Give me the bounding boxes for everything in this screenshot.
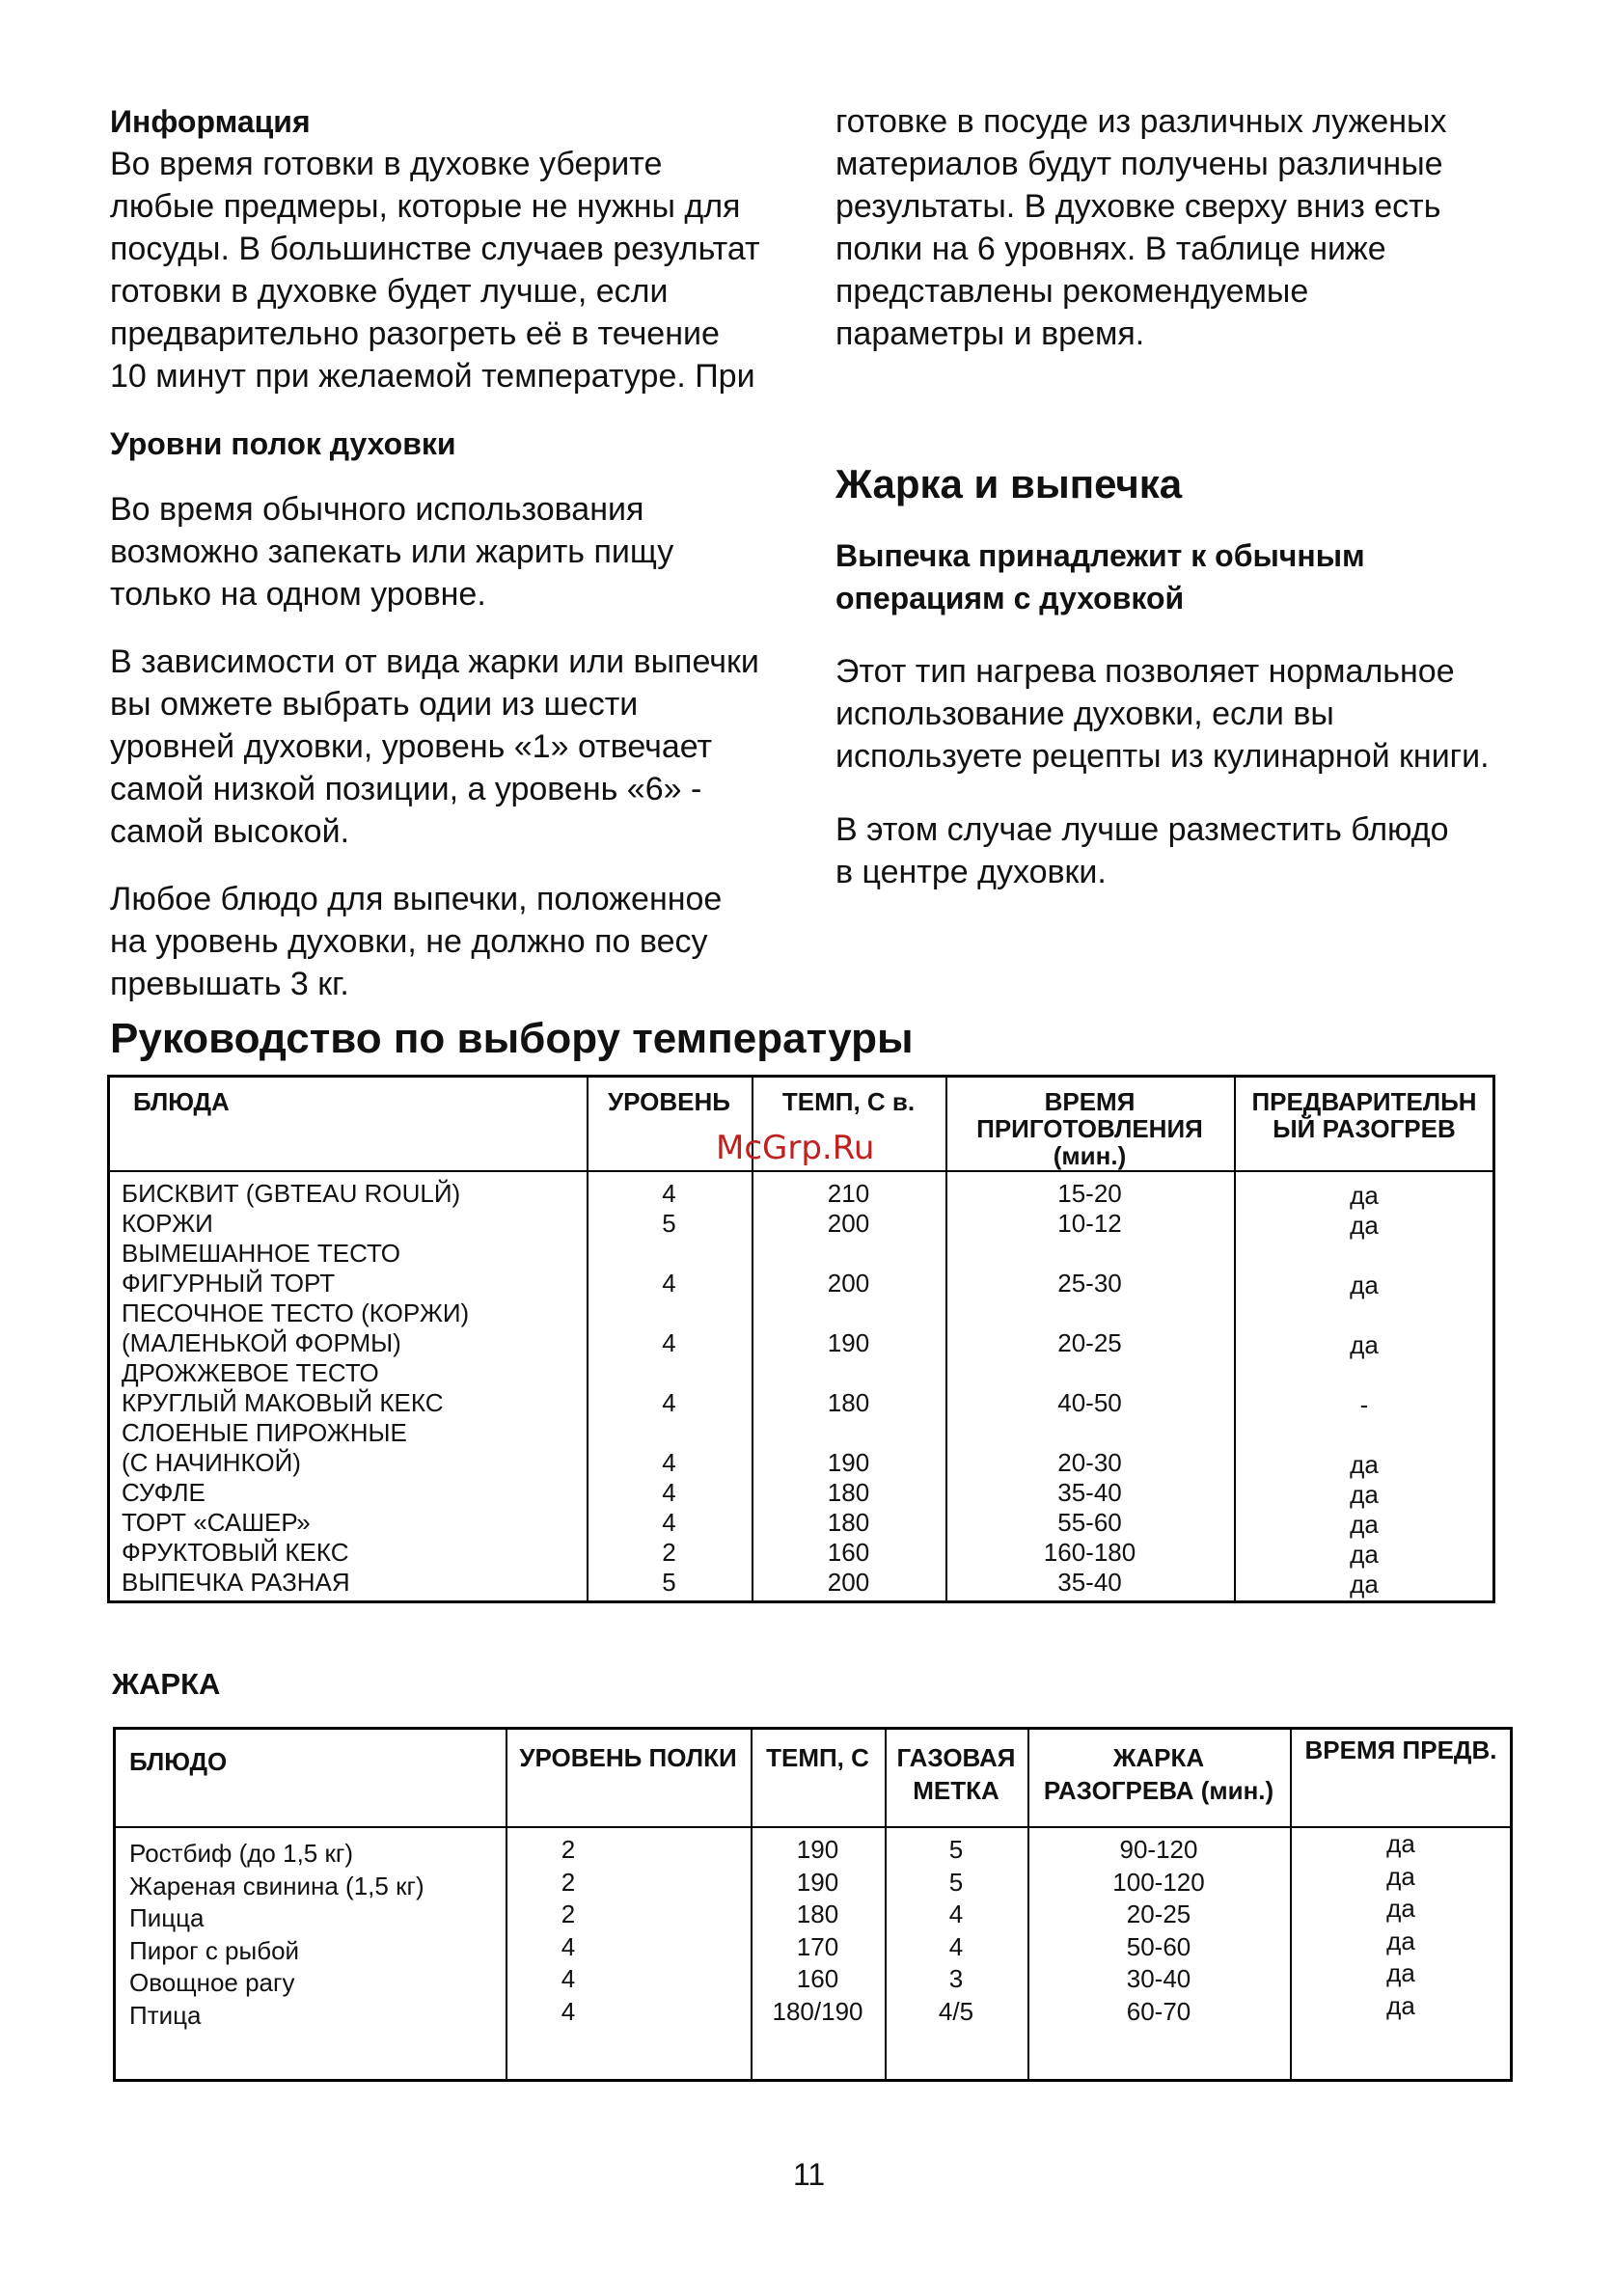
watermark: McGrp.Ru (716, 1129, 875, 1167)
guide-row-dish: ВЫМЕШАННОЕ ТЕСТО (122, 1239, 400, 1268)
info-line: посуды. В большинстве случаев результат (110, 231, 760, 267)
roast-row-temp: 190 (796, 1835, 839, 1864)
guide-row-temp: 200 (827, 1209, 870, 1238)
guide-row-dish: ВЫПЕЧКА РАЗНАЯ (122, 1568, 350, 1597)
levels-text-line: превышать 3 кг. (110, 966, 349, 1002)
levels-text-line: возможно запекать или жарить пищу (110, 533, 674, 570)
guide-row-level: 5 (662, 1209, 676, 1238)
header-temp: ТЕМП, С в. (781, 1087, 916, 1116)
right-continuation (835, 100, 1511, 355)
guide-title: Руководство по выбору температуры (110, 1015, 914, 1062)
levels-text-line: В зависимости от вида жарки или выпечки (110, 643, 759, 680)
info-line: 10 минут при желаемой температуре. При (110, 358, 755, 395)
baking-text-line: Этот тип нагрева позволяет нормальное (835, 653, 1455, 690)
roast-row-time: 60-70 (1126, 1996, 1191, 2026)
levels-text-line: на уровень духовки, не должно по весу (110, 923, 708, 960)
page-number: 11 (793, 2157, 826, 2192)
roast-row-dish: Пицца (129, 1903, 205, 1932)
header-temp: ТЕМП, С (766, 1743, 869, 1772)
roast-row-temp: 190 (796, 1867, 839, 1897)
header-gas: ГАЗОВАЯ (896, 1743, 1016, 1772)
roast-row-preheat: да (1386, 1829, 1415, 1858)
guide-row-time: 10-12 (1057, 1209, 1122, 1238)
roast-row-level: 4 (561, 1964, 576, 1993)
roast-row-level: 2 (561, 1900, 576, 1928)
roast-row-preheat: да (1386, 1926, 1415, 1955)
guide-row-temp: 200 (827, 1269, 870, 1298)
guide-row-time: 20-30 (1057, 1448, 1122, 1477)
roast-row-time: 30-40 (1126, 1964, 1191, 1993)
guide-row-preheat: да (1350, 1181, 1379, 1210)
guide-row-preheat: да (1350, 1271, 1379, 1299)
guide-row-temp: 180 (827, 1508, 870, 1537)
levels-text-line: Во время обычного использования (110, 491, 644, 528)
guide-row-preheat: да (1350, 1211, 1379, 1240)
roast-row-preheat: да (1386, 1958, 1415, 1987)
guide-row-temp: 180 (827, 1478, 870, 1507)
baking-text-line: используете рецепты из кулинарной книги. (835, 738, 1490, 775)
guide-row-preheat: да (1350, 1510, 1379, 1539)
guide-row-time: 20-25 (1057, 1328, 1122, 1357)
guide-row-dish: КОРЖИ (122, 1209, 213, 1238)
roast-row-gas: 4 (948, 1931, 964, 1961)
guide-row-preheat: да (1350, 1570, 1379, 1599)
guide-row-dish: ТОРТ «САШЕР» (122, 1508, 311, 1537)
roast-row-dish: Жареная свинина (1,5 кг) (129, 1871, 424, 1900)
header-preheat: ЫЙ РАЗОГРЕВ (1273, 1114, 1456, 1143)
header-gas: МЕТКА (913, 1776, 999, 1805)
info-line: готовки в духовке будет лучше, если (110, 273, 669, 310)
roast-row-gas: 3 (948, 1964, 964, 1993)
guide-row-temp: 190 (827, 1448, 870, 1477)
cont-line: параметры и время. (835, 315, 1145, 352)
guide-row-level: 4 (662, 1448, 676, 1477)
roast-row-time: 50-60 (1126, 1931, 1191, 1961)
guide-row-level: 2 (662, 1538, 676, 1567)
header-preheat: ПРЕДВАРИТЕЛЬН (1251, 1087, 1477, 1116)
header-time: ПРИГОТОВЛЕНИЯ (976, 1114, 1203, 1143)
roast-row-level: 2 (561, 1867, 576, 1897)
header-preheat: ВРЕМЯ ПРЕДВ. (1304, 1736, 1497, 1764)
levels-text-line: самой низкой позиции, а уровень «6» - (110, 771, 702, 807)
cont-line: готовке в посуде из различных луженых (835, 103, 1447, 140)
roast-row-gas: 4/5 (938, 1996, 974, 2026)
levels-text-line: Любое блюдо для выпечки, положенное (110, 881, 723, 917)
guide-row-dish: ДРОЖЖЕВОЕ ТЕСТО (122, 1358, 379, 1387)
guide-row-time: 35-40 (1057, 1478, 1122, 1507)
roast-row-level: 4 (561, 1931, 576, 1961)
header-time: (мин.) (1053, 1141, 1127, 1170)
baking-text-line: использование духовки, если вы (835, 696, 1334, 732)
roast-row-temp: 180/190 (772, 1996, 863, 2026)
baking-text-line: в центре духовки. (835, 854, 1107, 890)
roast-row-level: 2 (561, 1835, 576, 1864)
roast-row-dish: Пирог с рыбой (129, 1935, 300, 1965)
guide-row-time: 35-40 (1057, 1568, 1122, 1597)
info-line: Во время готовки в духовке уберите (110, 146, 663, 182)
guide-row-temp: 180 (827, 1388, 870, 1417)
roast-row-preheat: да (1386, 1894, 1415, 1923)
header-divider (110, 1170, 1492, 1172)
roast-row-temp: 160 (796, 1964, 839, 1993)
info-section (110, 100, 776, 397)
guide-row-dish: ФИГУРНЫЙ ТОРТ (122, 1269, 336, 1298)
guide-row-preheat: да (1350, 1540, 1379, 1569)
header-dish: БЛЮДА (133, 1087, 230, 1116)
guide-row-dish: КРУГЛЫЙ МАКОВЫЙ КЕКС (122, 1388, 444, 1417)
header-level: УРОВЕНЬ (608, 1087, 730, 1116)
sub-heading-line: Выпечка принадлежит к обычным (835, 538, 1365, 573)
info-heading: Информация (110, 104, 311, 139)
guide-row-dish: (С НАЧИНКОЙ) (122, 1448, 301, 1477)
guide-row-time: 160-180 (1043, 1538, 1136, 1567)
roast-row-dish: Ростбиф (до 1,5 кг) (129, 1839, 353, 1868)
roast-row-gas: 4 (948, 1900, 964, 1928)
guide-row-level: 5 (662, 1568, 676, 1597)
guide-row-dish: БИСКВИТ (GBTEAU ROULЙ) (122, 1179, 461, 1208)
levels-text-line: вы омжете выбрать одии из шести (110, 686, 639, 723)
levels-text-line: уровней духовки, уровень «1» отвечает (110, 728, 713, 765)
guide-row-time: 25-30 (1057, 1269, 1122, 1298)
guide-row-temp: 210 (827, 1179, 870, 1208)
roast-row-dish: Овощное рагу (129, 1968, 295, 1997)
section-heading: Жарка и выпечка (835, 461, 1183, 506)
info-line: предварительно разогреть её в течение (110, 315, 720, 352)
header-time: РАЗОГРЕВА (мин.) (1043, 1776, 1274, 1805)
roast-row-preheat: да (1386, 1861, 1415, 1891)
guide-row-level: 4 (662, 1328, 676, 1357)
levels-text-line: только на одном уровне. (110, 576, 486, 613)
guide-row-time: 40-50 (1057, 1388, 1122, 1417)
info-line: любые предмеры, которые не нужны для (110, 188, 741, 225)
guide-row-preheat: да (1350, 1450, 1379, 1479)
header-dish: БЛЮДО (129, 1747, 228, 1776)
roast-row-gas: 5 (948, 1835, 964, 1864)
levels-heading: Уровни полок духовки (110, 426, 456, 461)
roast-title: ЖАРКА (112, 1667, 221, 1701)
header-time: ЖАРКА (1112, 1743, 1205, 1772)
header-divider (116, 1826, 1510, 1828)
roast-row-gas: 5 (948, 1867, 964, 1897)
guide-row-preheat: - (1359, 1390, 1369, 1419)
guide-row-preheat: да (1350, 1330, 1379, 1359)
roast-row-time: 20-25 (1126, 1900, 1191, 1928)
baking-section (835, 459, 1530, 893)
cont-line: материалов будут получены различные (835, 146, 1443, 182)
roast-row-preheat: да (1386, 1990, 1415, 2020)
roast-row-temp: 180 (796, 1900, 839, 1928)
cont-line: результаты. В духовке сверху вниз есть (835, 188, 1441, 225)
roast-row-time: 100-120 (1112, 1867, 1205, 1897)
guide-row-level: 4 (662, 1478, 676, 1507)
guide-row-preheat: да (1350, 1480, 1379, 1509)
guide-row-dish: (МАЛЕНЬКОЙ ФОРМЫ) (122, 1328, 401, 1357)
guide-row-level: 4 (662, 1179, 676, 1208)
guide-row-level: 4 (662, 1388, 676, 1417)
levels-text-line: самой высокой. (110, 813, 350, 850)
guide-row-dish: ФРУКТОВЫЙ КЕКС (122, 1538, 349, 1567)
guide-row-temp: 200 (827, 1568, 870, 1597)
guide-row-time: 15-20 (1057, 1179, 1122, 1208)
guide-row-dish: СЛОЕНЫЕ ПИРОЖНЫЕ (122, 1418, 407, 1447)
roast-table (113, 1727, 1513, 2082)
roast-row-temp: 170 (796, 1931, 839, 1961)
guide-row-temp: 190 (827, 1328, 870, 1357)
guide-row-level: 4 (662, 1508, 676, 1537)
roast-row-dish: Птица (129, 2000, 202, 2030)
header-level: УРОВЕНЬ ПОЛКИ (519, 1743, 737, 1772)
guide-row-temp: 160 (827, 1538, 870, 1567)
cont-line: представлены рекомендуемые (835, 273, 1309, 310)
cont-line: полки на 6 уровнях. В таблице ниже (835, 231, 1386, 267)
guide-row-dish: ПЕСОЧНОЕ ТЕСТО (КОРЖИ) (122, 1298, 470, 1327)
levels-section (110, 423, 776, 1005)
roast-row-time: 90-120 (1119, 1835, 1198, 1864)
guide-row-level: 4 (662, 1269, 676, 1298)
guide-row-time: 55-60 (1057, 1508, 1122, 1537)
roast-row-level: 4 (561, 1996, 576, 2026)
sub-heading-line: операциям с духовкой (835, 581, 1185, 615)
guide-row-dish: СУФЛЕ (122, 1478, 205, 1507)
baking-text-line: В этом случае лучше разместить блюдо (835, 811, 1449, 848)
header-time: ВРЕМЯ (1044, 1087, 1136, 1116)
